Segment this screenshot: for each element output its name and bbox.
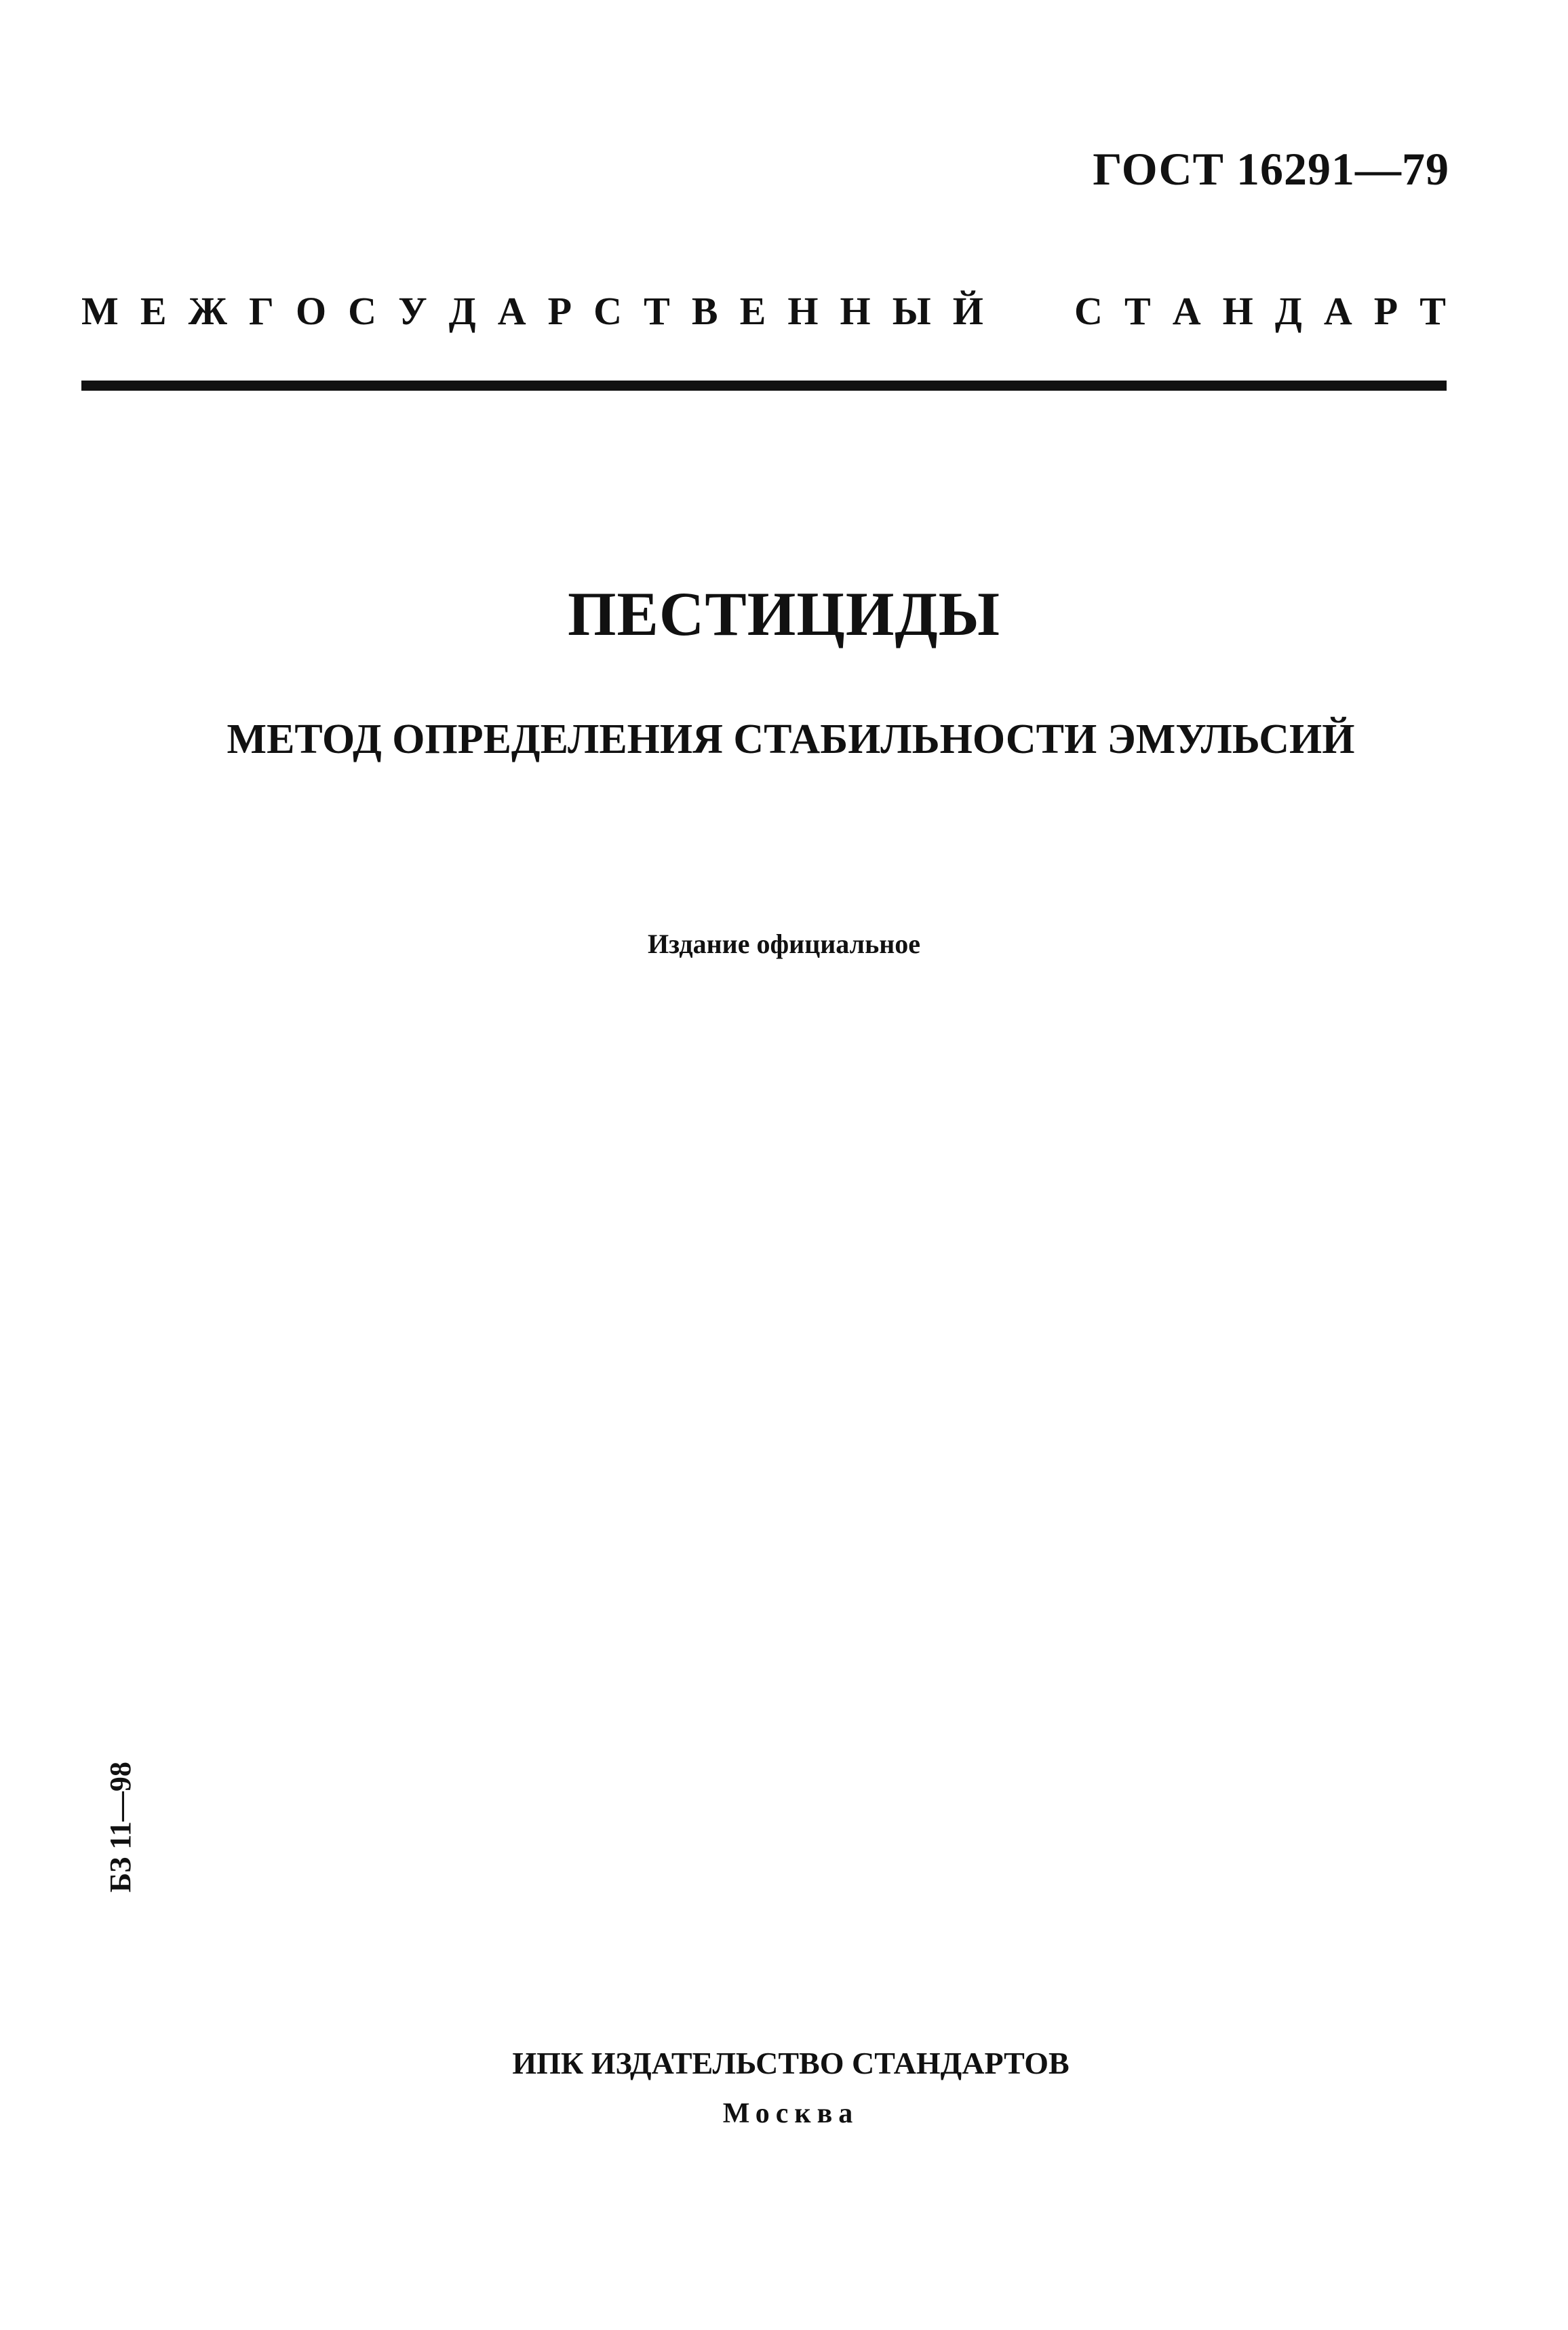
banner-letter: С	[593, 289, 623, 333]
banner-letter: Е	[739, 289, 766, 333]
banner-letter: Е	[140, 289, 167, 333]
document-subtitle: МЕТОД ОПРЕДЕЛЕНИЯ СТАБИЛЬНОСТИ ЭМУЛЬСИЙ	[227, 716, 1355, 762]
document-title: ПЕСТИЦИДЫ	[567, 579, 1001, 648]
banner-letter: Й	[952, 289, 983, 333]
banner-letter: С	[348, 289, 377, 333]
banner-letter: Г	[248, 289, 274, 333]
banner-letter: О	[295, 289, 327, 333]
banner-letter: А	[1172, 289, 1201, 333]
banner-letter: Н	[787, 289, 819, 333]
banner-letter: Н	[1222, 289, 1253, 333]
banner-letter: Ы	[892, 289, 931, 333]
banner-letter: У	[398, 289, 427, 333]
banner-letter: А	[497, 289, 526, 333]
banner-letter: Р	[547, 289, 572, 333]
banner-letter: Т	[644, 289, 670, 333]
banner-letter: М	[81, 289, 119, 333]
banner-letter: Д	[448, 289, 476, 333]
banner-letter: Т	[1124, 289, 1151, 333]
header-divider	[81, 381, 1447, 391]
publisher-name: ИПК ИЗДАТЕЛЬСТВО СТАНДАРТОВ	[512, 2046, 1070, 2080]
banner-letter: Т	[1419, 289, 1446, 333]
publisher-city: Москва	[722, 2098, 859, 2129]
banner-letter: А	[1323, 289, 1352, 333]
banner-letter: В	[691, 289, 718, 333]
side-catalog-code: БЗ 11—98	[104, 1762, 137, 1892]
banner-letter: Д	[1274, 289, 1302, 333]
banner-letter: Р	[1373, 289, 1398, 333]
edition-note: Издание официальное	[647, 929, 921, 959]
banner-letter: С	[1074, 289, 1103, 333]
banner-letter: Ж	[188, 289, 227, 333]
document-number: ГОСТ 16291—79	[1093, 143, 1449, 195]
banner-letter: Н	[840, 289, 871, 333]
banner-word-gap	[1005, 288, 1053, 334]
standard-category-banner	[81, 288, 1446, 334]
